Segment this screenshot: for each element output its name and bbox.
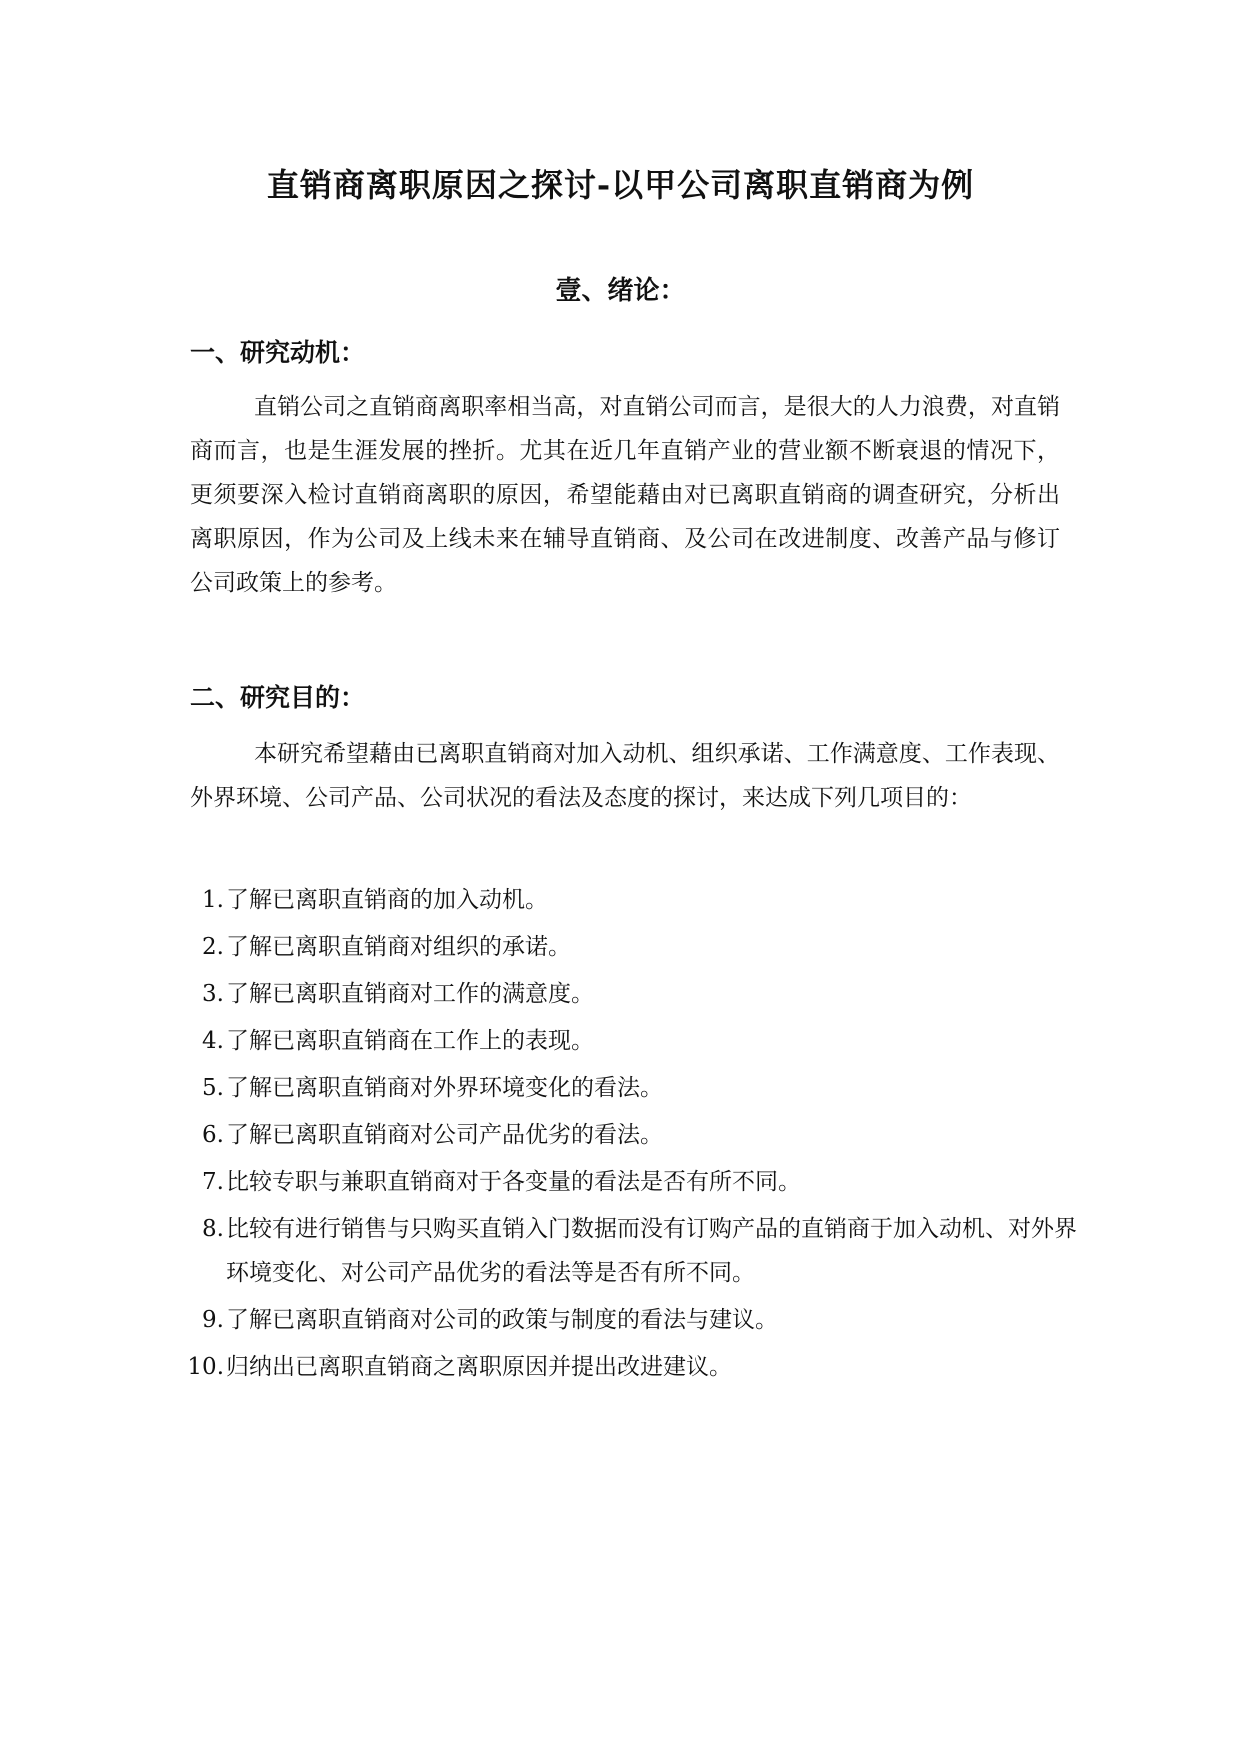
objective-item — [190, 1019, 1090, 1063]
objective-number: 3. — [202, 981, 224, 1007]
objective-text: 归纳出已离职直销商之离职原因并提出改进建议。 — [226, 1354, 732, 1380]
paragraph-purpose: 本研究希望藉由已离职直销商对加入动机、组织承诺、工作满意度、工作表现、外界环境、公司产品、公司状况的看法及态度的探讨，来达成下列几项目的： — [190, 741, 1060, 811]
objective-item — [190, 972, 1090, 1016]
objective-number: 2. — [202, 934, 224, 960]
objective-number: 4. — [202, 1028, 224, 1054]
objective-text: 了解已离职直销商对组织的承诺。 — [226, 934, 571, 960]
objective-text: 了解已离职直销商对公司产品优劣的看法。 — [226, 1122, 663, 1148]
objective-number: 6. — [202, 1122, 224, 1148]
objective-item — [190, 925, 1090, 969]
objective-number: 7. — [202, 1169, 224, 1195]
section-heading-motivation: 一、研究动机： — [190, 338, 366, 367]
section-heading-purpose: 二、研究目的： — [190, 683, 366, 712]
paragraph-motivation: 直销公司之直销商离职率相当高，对直销公司而言，是很大的人力浪费，对直销商而言，也是生涯发展的挫折。尤其在近几年直销产业的营业额不断衰退的情况下，更须要深入检讨直销商离职的原因，希望能藉由对已离职直销商的调查研究，分析出离职原因，作为公司及上线未来在辅导直销商、及公司在改进制度、改善产品与修订公司政策上的参考。 — [190, 394, 1060, 596]
objective-item — [190, 1113, 1090, 1157]
objective-text: 了解已离职直销商的加入动机。 — [226, 887, 548, 913]
document-title: 直销商离职原因之探讨-以甲公司离职直销商为例 — [266, 166, 975, 204]
objective-text: 了解已离职直销商对工作的满意度。 — [226, 981, 594, 1007]
objectives-list — [187, 878, 1090, 1392]
objective-item — [190, 1160, 1090, 1204]
objective-item — [190, 1207, 1090, 1295]
objective-text: 比较专职与兼职直销商对于各变量的看法是否有所不同。 — [226, 1169, 801, 1195]
objective-text: 比较有进行销售与只购买直销入门数据而没有订购产品的直销商于加入动机、对外界环境变化、对公司产品优劣的看法等是否有所不同。 — [226, 1216, 1077, 1286]
objective-item — [190, 1298, 1090, 1342]
objective-number: 8. — [202, 1216, 224, 1242]
objective-item — [190, 878, 1090, 922]
objective-text: 了解已离职直销商对公司的政策与制度的看法与建议。 — [226, 1307, 778, 1333]
chapter-title: 壹、绪论： — [555, 276, 686, 306]
objective-text: 了解已离职直销商在工作上的表现。 — [226, 1028, 594, 1054]
objective-number: 1. — [202, 887, 224, 913]
objective-number: 5. — [202, 1075, 224, 1101]
objective-number: 9. — [202, 1307, 224, 1333]
objective-text: 了解已离职直销商对外界环境变化的看法。 — [226, 1075, 663, 1101]
objective-item — [190, 1066, 1090, 1110]
objective-number: 10. — [187, 1354, 224, 1380]
objective-item — [187, 1345, 1090, 1389]
